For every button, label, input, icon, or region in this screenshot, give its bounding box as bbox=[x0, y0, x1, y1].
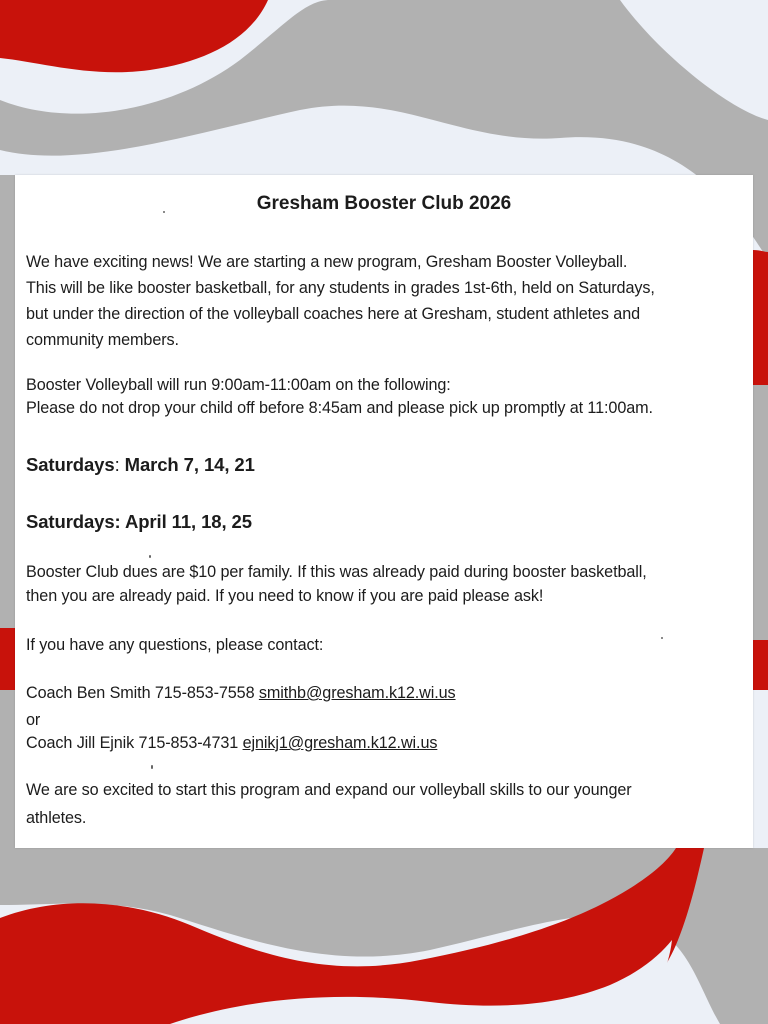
closing-line: We are so excited to start this program and expand our volleyball skills to our younger bbox=[26, 781, 632, 799]
coach-email-link[interactable]: ejnikj1@gresham.k12.wi.us bbox=[242, 734, 438, 752]
coach-contact bbox=[26, 734, 437, 753]
intro-line: This will be like booster basketball, for any students in grades 1st-6th, held on Saturdays, bbox=[26, 279, 655, 297]
contact-prompt: If you have any questions, please contact: bbox=[26, 636, 324, 654]
intro-line: We have exciting news! We are starting a new program, Gresham Booster Volleyball. bbox=[26, 253, 628, 271]
red-wave-left bbox=[0, 628, 15, 690]
coach-contact bbox=[26, 684, 456, 703]
march-dates-list: March 7, 14, 21 bbox=[119, 454, 255, 475]
coach-name-phone: Coach Jill Ejnik 715-853-4731 bbox=[26, 734, 243, 752]
april-dates: Saturdays: April 11, 18, 25 bbox=[26, 511, 252, 532]
march-dates bbox=[26, 454, 255, 476]
schedule-line: Please do not drop your child off before 8:45am and please pick up promptly at 11:00am. bbox=[26, 399, 653, 417]
scan-speck bbox=[163, 211, 165, 213]
coach-email-link[interactable]: smithb@gresham.k12.wi.us bbox=[258, 684, 456, 702]
gray-side-left bbox=[0, 175, 15, 848]
march-label: Saturdays bbox=[26, 454, 115, 475]
dues-line: Booster Club dues are $10 per family. If this was already paid during booster basketball, bbox=[26, 563, 647, 581]
red-wave-right-low bbox=[753, 640, 768, 690]
intro-line: but under the direction of the volleyball coaches here at Gresham, student athletes and bbox=[26, 305, 641, 323]
or-text: or bbox=[26, 711, 41, 729]
flyer-sheet bbox=[15, 175, 753, 848]
scan-speck bbox=[149, 555, 151, 558]
red-wave-right bbox=[753, 250, 768, 385]
coach-name-phone: Coach Ben Smith 715-853-7558 bbox=[26, 684, 259, 702]
scan-speck bbox=[151, 765, 153, 769]
march-colon: : bbox=[114, 454, 120, 475]
closing-line: athletes. bbox=[26, 809, 87, 827]
schedule-line: Booster Volleyball will run 9:00am-11:00am on the following: bbox=[26, 376, 451, 394]
scan-speck bbox=[661, 637, 663, 639]
dues-line: then you are already paid. If you need to know if you are paid please ask! bbox=[26, 587, 544, 605]
gray-side-right bbox=[753, 385, 768, 640]
intro-line: community members. bbox=[26, 331, 179, 349]
flyer-title: Gresham Booster Club 2026 bbox=[256, 193, 512, 214]
